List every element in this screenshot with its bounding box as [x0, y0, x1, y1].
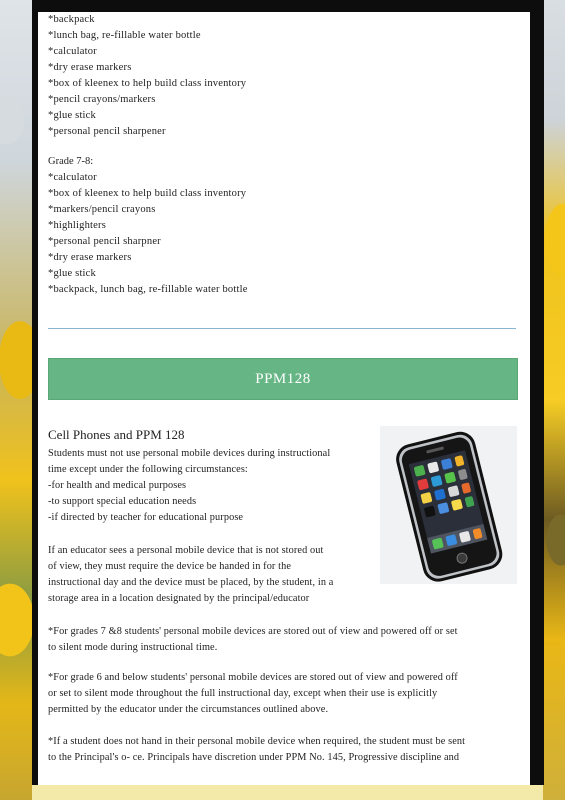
text-line: Students must not use personal mobile devices during instructional — [48, 448, 331, 459]
list-item: *pencil crayons/markers — [48, 94, 156, 105]
text-line: storage area in a location designated by the principal/educator — [48, 593, 310, 604]
list-item: *box of kleenex to help build class inventory — [48, 188, 247, 199]
text-line: instructional day and the device must be placed, by the student, in a — [48, 577, 334, 588]
text-line: permitted by the educator under the circumstances outlined above. — [48, 704, 329, 715]
list-item: *calculator — [48, 172, 97, 183]
text-line: *If a student does not hand in their personal mobile device when required, the student must be sent — [48, 736, 466, 747]
text-line: -if directed by teacher for educational purpose — [48, 512, 244, 523]
list-item: *box of kleenex to help build class inventory — [48, 78, 247, 89]
text-line: to the Principal's o- ce. Principals have discretion under PPM No. 145, Progressive discipline and — [48, 752, 460, 763]
text-line: *For grade 6 and below students' personal mobile devices are stored out of view and powered off — [48, 672, 458, 683]
list-item: *backpack — [48, 14, 95, 25]
list-item: *glue stick — [48, 110, 96, 121]
list-item: *personal pencil sharpener — [48, 126, 166, 137]
section-title: Cell Phones and PPM 128 — [48, 427, 185, 442]
sunflower-background-right — [543, 0, 565, 800]
text-line: of view, they must require the device be handed in for the — [48, 561, 292, 572]
banner-label: PPM128 — [255, 370, 311, 387]
list-item: *glue stick — [48, 268, 96, 279]
paragraph-circumstances — [48, 446, 373, 526]
list-item: *dry erase markers — [48, 62, 132, 73]
list-item: *personal pencil sharpner — [48, 236, 161, 247]
list-item: *calculator — [48, 46, 97, 57]
text-line: -for health and medical purposes — [48, 480, 187, 491]
text-line: time except under the following circumstances: — [48, 464, 248, 475]
paragraph-educator — [48, 543, 373, 607]
text-line: or set to silent mode throughout the full instructional day, except when their use is explicitly — [48, 688, 438, 699]
supplies-list-1 — [48, 12, 518, 140]
grade-7-8-list — [48, 170, 518, 298]
list-item: *markers/pencil crayons — [48, 204, 156, 215]
section-divider — [48, 328, 516, 329]
smartphone-illustration — [380, 426, 517, 584]
list-item: *lunch bag, re-fillable water bottle — [48, 30, 201, 41]
smartphone-icon — [380, 426, 517, 584]
text-line: *For grades 7 &8 students' personal mobile devices are stored out of view and powered off or set — [48, 626, 458, 637]
text-line: to silent mode during instructional time. — [48, 642, 218, 653]
paragraph-grades-7-8 — [48, 624, 518, 656]
paragraph-not-handed-in — [48, 734, 518, 766]
list-item: *highlighters — [48, 220, 107, 231]
text-line: -to support special education needs — [48, 496, 197, 507]
supplies-content — [48, 12, 518, 298]
text-line: If an educator sees a personal mobile device that is not stored out — [48, 545, 324, 556]
sunflower-background-left — [0, 0, 32, 800]
list-item: *dry erase markers — [48, 252, 132, 263]
grade-7-8-heading: Grade 7-8: — [48, 156, 94, 167]
list-item: *backpack, lunch bag, re-fillable water bottle — [48, 284, 248, 295]
document-page — [38, 12, 530, 785]
ppm128-banner — [48, 358, 518, 400]
paragraph-grade-6 — [48, 670, 518, 718]
